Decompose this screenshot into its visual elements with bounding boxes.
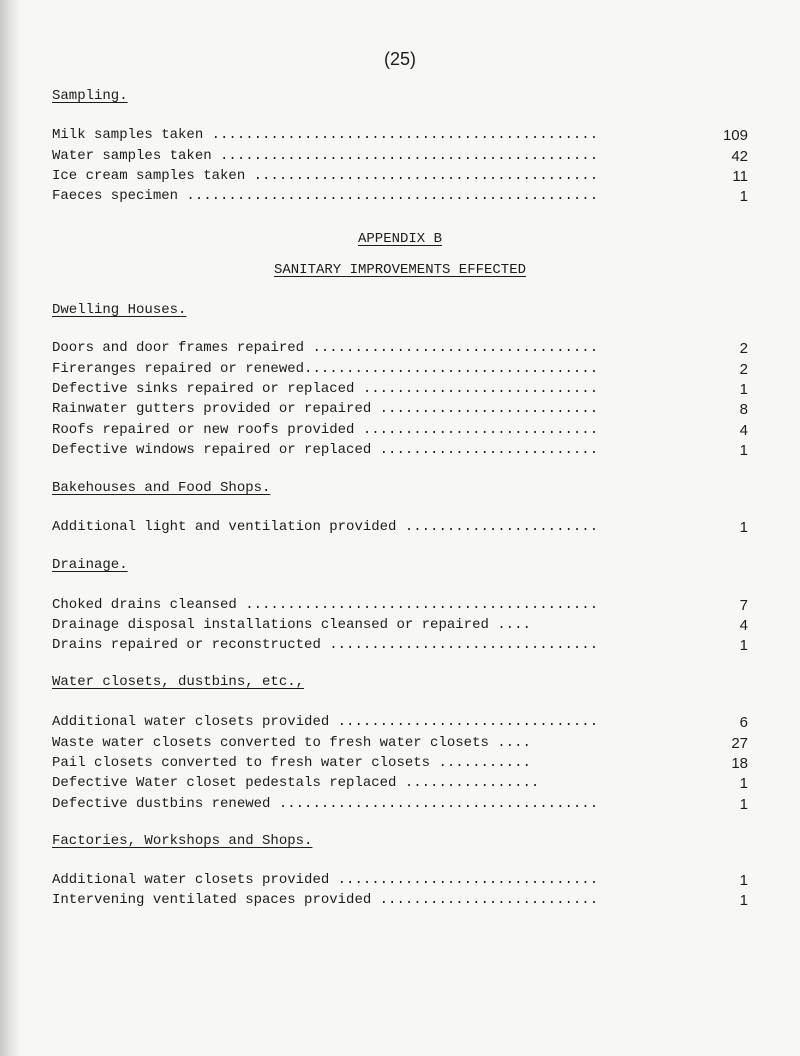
- item-label: Additional light and ventilation provided .......................: [52, 519, 599, 535]
- item-label: Water samples taken .............................................: [52, 148, 599, 164]
- item-value: 109: [722, 127, 748, 144]
- item-value: 18: [731, 755, 748, 772]
- item-label: Defective Water closet pedestals replaced ................: [52, 775, 540, 791]
- item-label: Waste water closets converted to fresh water closets ....: [52, 735, 531, 751]
- item-value: 42: [731, 148, 748, 165]
- list-item: [52, 892, 748, 910]
- appendix-subtitle: SANITARY IMPROVEMENTS EFFECTED: [273, 262, 527, 278]
- item-label: Additional water closets provided ...............................: [52, 872, 599, 888]
- item-label: Doors and door frames repaired ..................................: [52, 340, 599, 356]
- item-value: 1: [739, 188, 748, 205]
- item-label: Fireranges repaired or renewed...................................: [52, 361, 599, 377]
- item-label: Drains repaired or reconstructed ................................: [52, 637, 599, 653]
- appendix-title: APPENDIX B: [357, 231, 442, 247]
- bakehouses-heading: Bakehouses and Food Shops.: [52, 480, 271, 496]
- item-value: 2: [739, 361, 748, 378]
- list-item: [52, 361, 748, 379]
- sampling-heading: Sampling.: [52, 88, 128, 104]
- list-item: [52, 442, 748, 460]
- list-item: [52, 381, 748, 399]
- item-label: Milk samples taken ..............................................: [52, 127, 599, 143]
- list-item: [52, 755, 748, 773]
- item-label: Defective sinks repaired or replaced ............................: [52, 381, 599, 397]
- item-label: Defective dustbins renewed ......................................: [52, 796, 599, 812]
- item-label: Faeces specimen .................................................: [52, 188, 599, 204]
- list-item: [52, 714, 748, 732]
- drainage-heading: Drainage.: [52, 557, 128, 573]
- item-value: 6: [739, 714, 748, 731]
- list-item: [52, 168, 748, 186]
- item-label: Defective windows repaired or replaced ..........................: [52, 442, 599, 458]
- list-item: [52, 775, 748, 793]
- list-item: [52, 617, 748, 635]
- item-value: 1: [739, 872, 748, 889]
- list-item: [52, 872, 748, 890]
- item-label: Additional water closets provided ...............................: [52, 714, 599, 730]
- item-value: 2: [739, 340, 748, 357]
- water-closets-heading: Water closets, dustbins, etc.,: [52, 674, 305, 690]
- list-item: [52, 519, 748, 537]
- list-item: [52, 422, 748, 440]
- item-label: Roofs repaired or new roofs provided ............................: [52, 422, 599, 438]
- item-value: 1: [739, 796, 748, 813]
- item-value: 1: [739, 637, 748, 654]
- item-value: 1: [739, 442, 748, 459]
- item-label: Ice cream samples taken .........................................: [52, 168, 599, 184]
- item-value: 11: [732, 168, 748, 185]
- item-label: Intervening ventilated spaces provided ..........................: [52, 892, 599, 908]
- page-edge-shadow: [0, 0, 20, 1056]
- item-value: 4: [739, 422, 748, 439]
- list-item: [52, 127, 748, 145]
- item-label: Pail closets converted to fresh water closets ...........: [52, 755, 531, 771]
- item-label: Drainage disposal installations cleansed or repaired ....: [52, 617, 531, 633]
- list-item: [52, 637, 748, 655]
- item-value: 1: [739, 519, 748, 536]
- list-item: [52, 597, 748, 615]
- dwelling-houses-heading: Dwelling Houses.: [52, 302, 187, 318]
- list-item: [52, 796, 748, 814]
- item-value: 7: [739, 597, 748, 614]
- item-label: Choked drains cleansed ..........................................: [52, 597, 599, 613]
- item-value: 1: [739, 381, 748, 398]
- item-value: 27: [731, 735, 748, 752]
- list-item: [52, 735, 748, 753]
- item-value: 8: [739, 401, 748, 418]
- list-item: [52, 148, 748, 166]
- list-item: [52, 340, 748, 358]
- item-label: Rainwater gutters provided or repaired ..........................: [52, 401, 599, 417]
- list-item: [52, 188, 748, 206]
- item-value: 4: [739, 617, 748, 634]
- list-item: [52, 401, 748, 419]
- page-number: (25): [383, 49, 416, 69]
- item-value: 1: [739, 775, 748, 792]
- factories-heading: Factories, Workshops and Shops.: [52, 833, 313, 849]
- item-value: 1: [739, 892, 748, 909]
